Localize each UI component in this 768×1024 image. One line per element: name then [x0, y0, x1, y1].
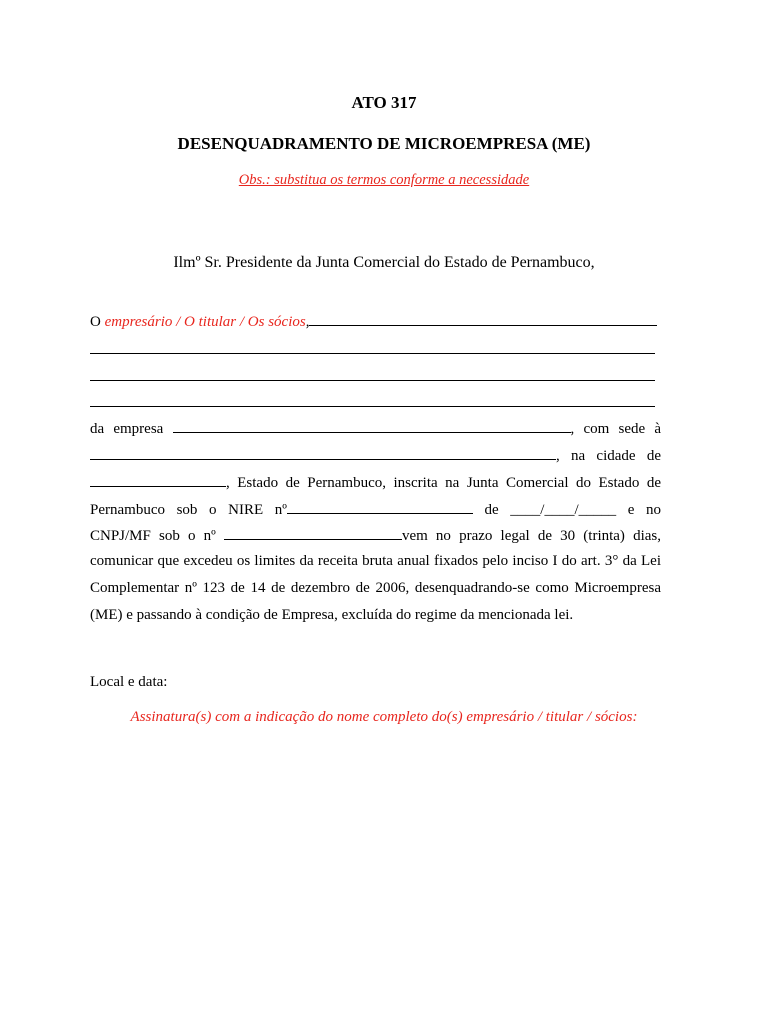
na-cidade-label: , na cidade de	[556, 447, 661, 464]
body-line-9: (ME) e passando à condição de Empresa, excluída do regime da mencionada lei.	[90, 606, 574, 623]
body-line-cnpj	[90, 521, 661, 548]
body-blank-line[interactable]	[90, 334, 661, 361]
empresa-name-blank[interactable]	[173, 414, 571, 433]
document-title: ATO 317	[351, 93, 417, 112]
document-subtitle: DESENQUADRAMENTO DE MICROEMPRESA (ME)	[177, 134, 591, 153]
cnpj-label: CNPJ/MF sob o nº	[90, 528, 216, 545]
sede-address-blank[interactable]	[90, 441, 556, 460]
parties-placeholder: empresário / O titular / Os sócios	[104, 314, 306, 330]
vem-text: vem no prazo legal de 30 (trinta) dias,	[401, 528, 661, 545]
signature-instruction: Assinatura(s) com a indicação do nome completo do(s) empresário / titular / sócios:	[130, 709, 638, 725]
com-sede-label: , com sede à	[570, 421, 661, 438]
parties-blank[interactable]	[309, 307, 657, 326]
body-line-parties	[90, 307, 661, 334]
body-line-8: Complementar nº 123 de 14 de dezembro de 2006, desenquadrando-se como Microempresa	[90, 579, 661, 596]
salutation: Ilmº Sr. Presidente da Junta Comercial do Estado de Pernambuco,	[173, 254, 595, 271]
body-line-sede	[90, 441, 661, 468]
body-blank-line[interactable]	[90, 387, 661, 414]
de-label: de	[484, 501, 499, 518]
observation-note: Obs.: substitua os termos conforme a necessidade	[238, 172, 530, 188]
cnpj-blank[interactable]	[224, 521, 402, 540]
body-blank-line[interactable]	[90, 361, 661, 388]
estado-text: , Estado de Pernambuco, inscrita na Junta Comercial do Estado de	[226, 474, 661, 491]
body-line-cidade	[90, 468, 661, 495]
body-line-nire	[90, 495, 661, 522]
body-o: O	[90, 314, 101, 330]
body-line-7: comunicar que excedeu os limites da receita bruta anual fixados pelo inciso I do art. 3° da Lei	[90, 553, 661, 570]
body-line-empresa	[90, 414, 661, 441]
nire-label: Pernambuco sob o NIRE nº	[90, 501, 287, 518]
document-body	[90, 307, 661, 629]
body-comma: ,	[305, 314, 310, 330]
e-no-label: e no	[627, 501, 661, 518]
cidade-blank[interactable]	[90, 468, 226, 487]
nire-blank[interactable]	[287, 495, 473, 514]
da-empresa-label: da empresa	[90, 421, 164, 438]
local-e-data-label: Local e data:	[90, 674, 168, 690]
date-blank[interactable]: ____/____/_____	[510, 501, 617, 518]
